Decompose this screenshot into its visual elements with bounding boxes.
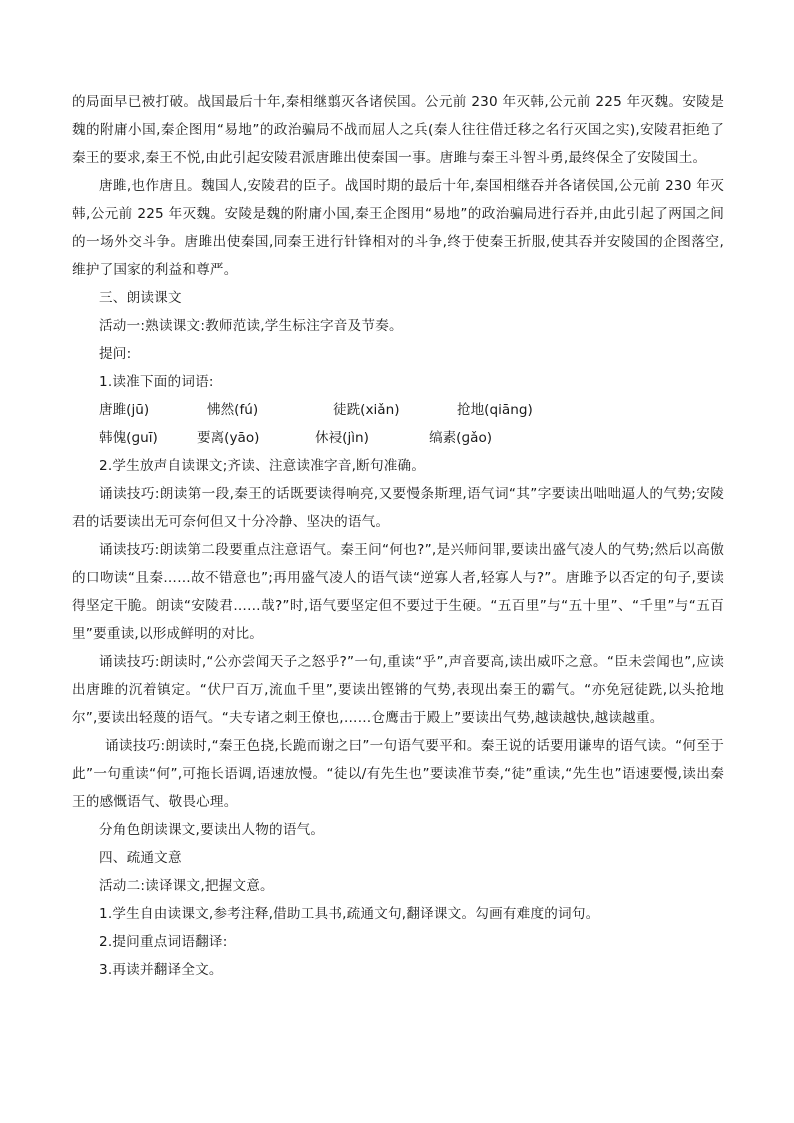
reading-tip-2: 诵读技巧:朗读第二段要重点注意语气。秦王问“何也?”,是兴师问罪,要读出盛气凌人的气势;然后以高傲的口吻读“且秦……故不错意也”;再用盛气凌人的语气读“逆寡人者,轻寡人与?”。唐雎予以否定的句子,要读得坚定干脆。朗读“安陵君……哉?”时,语气要坚定但不要过于生硬。“五百里”与“五十里”、“千里”与“五百里”要重读,以形成鲜明的对比。 — [72, 542, 724, 642]
author-paragraph: 唐雎,也作唐且。魏国人,安陵君的臣子。战国时期的最后十年,秦国相继吞并各诸侯国,公元前 230 年灭韩,公元前 225 年灭魏。安陵是魏的附庸小国,秦王企图用“易地”的政治骗局进行吞并,由此引起了两国之间的一场外交斗争。唐雎出使秦国,同秦王进行针锋相对的斗争,终于使秦王折服,使其吞并安陵国的企图落空,维护了国家的利益和尊严。 — [72, 178, 724, 278]
question-label: 提问: — [99, 346, 132, 362]
step-3: 3.再读并翻译全文。 — [99, 962, 223, 978]
pronunciation-prompt: 1.读准下面的词语: — [99, 374, 214, 390]
role-reading: 分角色朗读课文,要读出人物的语气。 — [99, 822, 325, 838]
pinyin-row-1 — [72, 396, 724, 424]
step-2: 2.提问重点词语翻译: — [99, 934, 228, 950]
word-item: 唐雎(jū) — [99, 402, 150, 418]
intro-paragraph: 的局面早已被打破。战国最后十年,秦相继翦灭各诸侯国。公元前 230 年灭韩,公元前 225 年灭魏。安陵是魏的附庸小国,秦企图用“易地”的政治骗局不战而屈人之兵(秦人往往借迁移之名行灭国之实),安陵君拒绝了秦王的要求,秦王不悦,由此引起安陵君派唐雎出使秦国一事。唐雎与秦王斗智斗勇,最终保全了安陵国土。 — [72, 94, 724, 166]
read-aloud-instruction: 2.学生放声自读课文;齐读、注意读准字音,断句准确。 — [99, 458, 426, 474]
document-page — [72, 88, 724, 984]
word-item: 缟素(ɡǎo) — [429, 430, 493, 446]
word-item: 要离(yāo) — [197, 430, 260, 446]
word-item: 抢地(qiāng) — [457, 402, 533, 418]
word-item: 韩傀(ɡuī) — [99, 430, 158, 446]
activity-one: 活动一:熟读课文:教师范读,学生标注字音及节奏。 — [99, 318, 403, 334]
section-heading-meaning: 四、疏通文意 — [99, 850, 182, 866]
step-1: 1.学生自由读课文,参考注释,借助工具书,疏通文句,翻译课文。勾画有难度的词句。 — [99, 906, 600, 922]
pinyin-row-2 — [72, 424, 724, 452]
word-item: 休祲(jìn) — [315, 430, 369, 446]
word-item: 徒跣(xiǎn) — [333, 402, 400, 418]
word-item: 怫然(fú) — [207, 402, 259, 418]
reading-tip-3: 诵读技巧:朗读时,“公亦尝闻天子之怒乎?”一句,重读“乎”,声音要高,读出威吓之意。“臣未尝闻也”,应读出唐雎的沉着镇定。“伏尸百万,流血千里”,要读出铿锵的气势,表现出秦王的霸气。“亦免冠徒跣,以头抢地尔”,要读出轻蔑的语气。“夫专诸之刺王僚也,……仓鹰击于殿上”要读出气势,越读越快,越读越重。 — [72, 654, 724, 726]
reading-tip-4: 诵读技巧:朗读时,“秦王色挠,长跪而谢之曰”一句语气要平和。秦王说的话要用谦卑的语气读。“何至于此”一句重读“何”,可拖长语调,语速放慢。“徒以/有先生也”要读准节奏,“徒”重读,“先生也”语速要慢,读出秦王的感慨语气、敬畏心理。 — [72, 738, 724, 810]
activity-two: 活动二:读译课文,把握文意。 — [99, 878, 274, 894]
reading-tip-1: 诵读技巧:朗读第一段,秦王的话既要读得响亮,又要慢条斯理,语气词“其”字要读出咄咄逼人的气势;安陵君的话要读出无可奈何但又十分冷静、坚决的语气。 — [72, 486, 724, 530]
section-heading-reading: 三、朗读课文 — [99, 290, 182, 306]
